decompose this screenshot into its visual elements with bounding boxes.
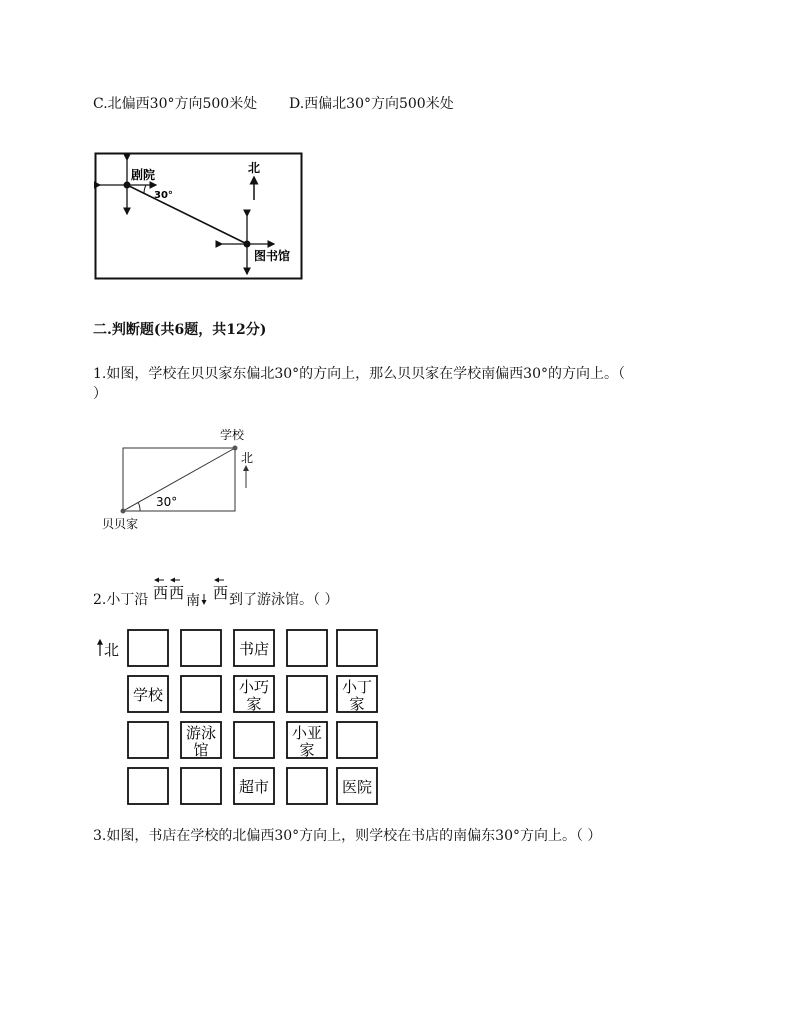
cell-r4c4 [287, 768, 327, 804]
dir-west-3: 西 [213, 584, 229, 602]
cell-r1c2 [181, 630, 221, 666]
cell-r1c1 [128, 630, 168, 666]
label-hospital: 医院 [341, 778, 373, 796]
label-pool-1: 游泳 [185, 724, 217, 742]
label-supermarket: 超市 [238, 778, 270, 796]
library-point [244, 241, 251, 248]
cell-r1c5 [337, 630, 377, 666]
cell-r4c2 [181, 768, 221, 804]
option-c: C.北偏西30°方向500米处 [93, 96, 258, 112]
q2-suffix: 到了游泳馆。（ ） [229, 592, 339, 608]
theater-library-figure [94, 152, 306, 282]
cell-r3c1 [128, 722, 168, 758]
angle-arc-q1 [138, 502, 140, 511]
label-bookstore: 书店 [238, 640, 270, 658]
dir-west-1: 西 [153, 584, 169, 602]
library-label: 图书馆 [254, 249, 291, 263]
cell-r3c5 [337, 722, 377, 758]
dir-west-2: 西 [169, 584, 185, 602]
home-label: 贝贝家 [102, 517, 139, 531]
cell-r4c1 [128, 768, 168, 804]
school-label: 学校 [220, 428, 245, 442]
q1-text-end: ） [93, 386, 107, 402]
school-home-figure [98, 424, 268, 536]
dir-south: 南 [186, 593, 200, 609]
town-grid-map [94, 626, 394, 810]
angle-label-q1: 30° [156, 495, 178, 509]
section-title: 二.判断题(共6题，共12分) [93, 322, 267, 338]
angle-label: 30° [154, 190, 173, 201]
label-xiaoya-1: 小亚 [291, 724, 323, 742]
cell-r2c4 [287, 676, 327, 712]
q3-text: 3.如图，书店在学校的北偏西30°方向上，则学校在书店的南偏东30°方向上。（ ） [93, 828, 602, 844]
theater-label: 剧院 [131, 168, 156, 182]
label-xiaoqiao-1: 小巧 [238, 678, 270, 696]
label-xiaoding-2: 家 [349, 695, 365, 713]
angle-arc [144, 185, 146, 193]
label-xiaoding-1: 小丁 [341, 678, 373, 696]
q2-prefix: 2.小丁沿 [93, 592, 149, 608]
north-label-grid: 北 [104, 641, 120, 659]
label-pool-2: 馆 [193, 741, 209, 759]
cell-r3c3 [234, 722, 274, 758]
label-school: 学校 [132, 686, 164, 704]
label-xiaoqiao-2: 家 [246, 695, 262, 713]
option-d: D.西偏北30°方向500米处 [289, 96, 454, 112]
q1-text: 1.如图，学校在贝贝家东偏北30°的方向上，那么贝贝家在学校南偏西30°的方向上。（ [93, 366, 625, 382]
north-label: 北 [248, 161, 261, 175]
label-xiaoya-2: 家 [299, 741, 315, 759]
home-point [121, 509, 126, 514]
north-label-q1: 北 [241, 451, 254, 465]
q2-direction-symbols [150, 576, 230, 610]
school-point [233, 446, 238, 451]
theater-library-line [127, 185, 247, 244]
home-school-line [123, 448, 235, 511]
cell-r2c2 [181, 676, 221, 712]
cell-r1c4 [287, 630, 327, 666]
